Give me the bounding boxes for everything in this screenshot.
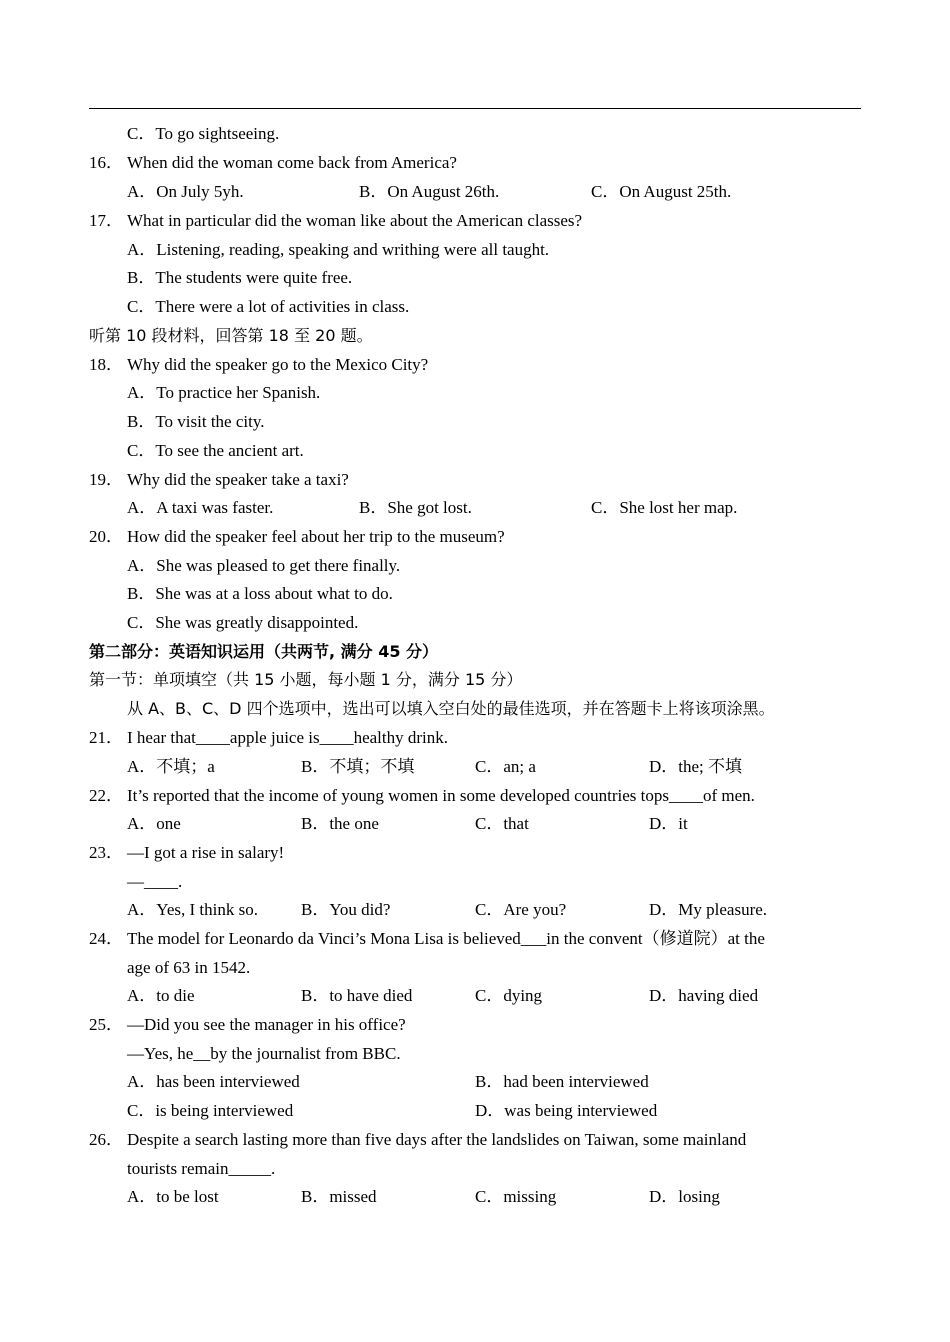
q18-stem xyxy=(89,354,428,376)
q18-number: 18． xyxy=(89,355,123,374)
q19-text: Why did the speaker take a taxi? xyxy=(127,470,349,489)
q25-option-b: B．had been interviewed xyxy=(475,1072,649,1091)
q20-number: 20． xyxy=(89,527,123,546)
q21-number: 21． xyxy=(89,728,123,747)
q24-text: The model for Leonardo da Vinci’s Mona Lisa is believed___in the convent（修道院）at the xyxy=(127,929,765,948)
q18-text: Why did the speaker go to the Mexico City? xyxy=(127,355,429,374)
q22-text: It’s reported that the income of young women in some developed countries tops____of men. xyxy=(127,786,755,805)
q17-option-a: A．Listening, reading, speaking and writhing were all taught. xyxy=(127,240,550,259)
q25-option-c: C．is being interviewed xyxy=(127,1101,294,1120)
q16-option-c: C．On August 25th. xyxy=(591,182,732,201)
q24-option-a: A．to die xyxy=(127,986,195,1005)
q18-option-c: C．To see the ancient art. xyxy=(127,441,304,460)
q17-number: 17． xyxy=(89,211,123,230)
q24-number: 24． xyxy=(89,929,123,948)
q15-option-c: C．To go sightseeing. xyxy=(127,124,280,143)
q16-text: When did the woman come back from America? xyxy=(127,153,457,172)
q22-option-b: B．the one xyxy=(301,814,379,833)
q21-text: I hear that____apple juice is____healthy drink. xyxy=(127,728,449,747)
q21-option-b: B．不填；不填 xyxy=(301,757,415,776)
q20-option-b: B．She was at a loss about what to do. xyxy=(127,584,393,603)
section-one-heading: 第一节：单项填空（共 15 小题，每小题 1 分，满分 15 分） xyxy=(89,670,523,689)
part-two-heading: 第二部分：英语知识运用（共两节, 满分 45 分） xyxy=(89,642,439,661)
q19-option-a: A．A taxi was faster. xyxy=(127,498,274,517)
q23-option-b: B．You did? xyxy=(301,900,391,919)
q24-option-c: C．dying xyxy=(475,986,543,1005)
q23-number: 23． xyxy=(89,843,123,862)
q25-text: —Did you see the manager in his office? xyxy=(127,1015,406,1034)
q22-option-a: A．one xyxy=(127,814,181,833)
q24-stem xyxy=(89,928,765,950)
q26-text: Despite a search lasting more than five days after the landslides on Taiwan, some mainland xyxy=(127,1130,747,1149)
q21-option-c: C．an; a xyxy=(475,757,536,776)
q24-stem-continued: age of 63 in 1542. xyxy=(127,958,251,977)
q26-option-d: D．losing xyxy=(649,1187,720,1206)
q25-option-d: D．was being interviewed xyxy=(475,1101,658,1120)
q18-option-b: B．To visit the city. xyxy=(127,412,265,431)
q23-option-a: A．Yes, I think so. xyxy=(127,900,258,919)
q25-stem xyxy=(89,1014,406,1036)
q24-option-d: D．having died xyxy=(649,986,759,1005)
q23-stem xyxy=(89,842,284,864)
q23-option-c: C．Are you? xyxy=(475,900,567,919)
q23-reply: —____. xyxy=(127,872,183,891)
q21-option-d: D．the; 不填 xyxy=(649,757,743,776)
q25-option-a: A．has been interviewed xyxy=(127,1072,300,1091)
q17-option-b: B．The students were quite free. xyxy=(127,268,353,287)
q25-number: 25． xyxy=(89,1015,123,1034)
q25-reply: —Yes, he__by the journalist from BBC. xyxy=(127,1044,401,1063)
q16-number: 16． xyxy=(89,153,123,172)
header-rule xyxy=(89,108,861,109)
q20-option-a: A．She was pleased to get there finally. xyxy=(127,556,401,575)
q22-option-c: C．that xyxy=(475,814,529,833)
q17-stem xyxy=(89,210,582,232)
q17-text: What in particular did the woman like about the American classes? xyxy=(127,211,583,230)
q22-number: 22． xyxy=(89,786,123,805)
q20-stem xyxy=(89,526,505,548)
q21-option-a: A．不填；a xyxy=(127,757,215,776)
q26-option-b: B．missed xyxy=(301,1187,377,1206)
q26-number: 26． xyxy=(89,1130,123,1149)
q18-option-a: A．To practice her Spanish. xyxy=(127,383,321,402)
q19-stem xyxy=(89,469,349,491)
q17-option-c: C．There were a lot of activities in class. xyxy=(127,297,410,316)
q21-stem xyxy=(89,727,448,749)
q19-number: 19． xyxy=(89,470,123,489)
q19-option-c: C．She lost her map. xyxy=(591,498,738,517)
q20-option-c: C．She was greatly disappointed. xyxy=(127,613,359,632)
q22-option-d: D．it xyxy=(649,814,688,833)
q26-stem-continued: tourists remain_____. xyxy=(127,1159,276,1178)
q24-option-b: B．to have died xyxy=(301,986,413,1005)
q26-option-c: C．missing xyxy=(475,1187,557,1206)
q22-stem xyxy=(89,785,755,807)
q16-option-b: B．On August 26th. xyxy=(359,182,500,201)
q16-stem xyxy=(89,152,457,174)
instructions: 从 A、B、C、D 四个选项中，选出可以填入空白处的最佳选项，并在答题卡上将该项涂黑。 xyxy=(127,699,775,718)
q16-option-a: A．On July 5yh. xyxy=(127,182,244,201)
q23-option-d: D．My pleasure. xyxy=(649,900,768,919)
q23-text: —I got a rise in salary! xyxy=(127,843,285,862)
q19-option-b: B．She got lost. xyxy=(359,498,472,517)
q26-option-a: A．to be lost xyxy=(127,1187,219,1206)
q26-stem xyxy=(89,1129,746,1151)
q20-text: How did the speaker feel about her trip to the museum? xyxy=(127,527,505,546)
section-10-heading: 听第 10 段材料，回答第 18 至 20 题。 xyxy=(89,326,373,345)
